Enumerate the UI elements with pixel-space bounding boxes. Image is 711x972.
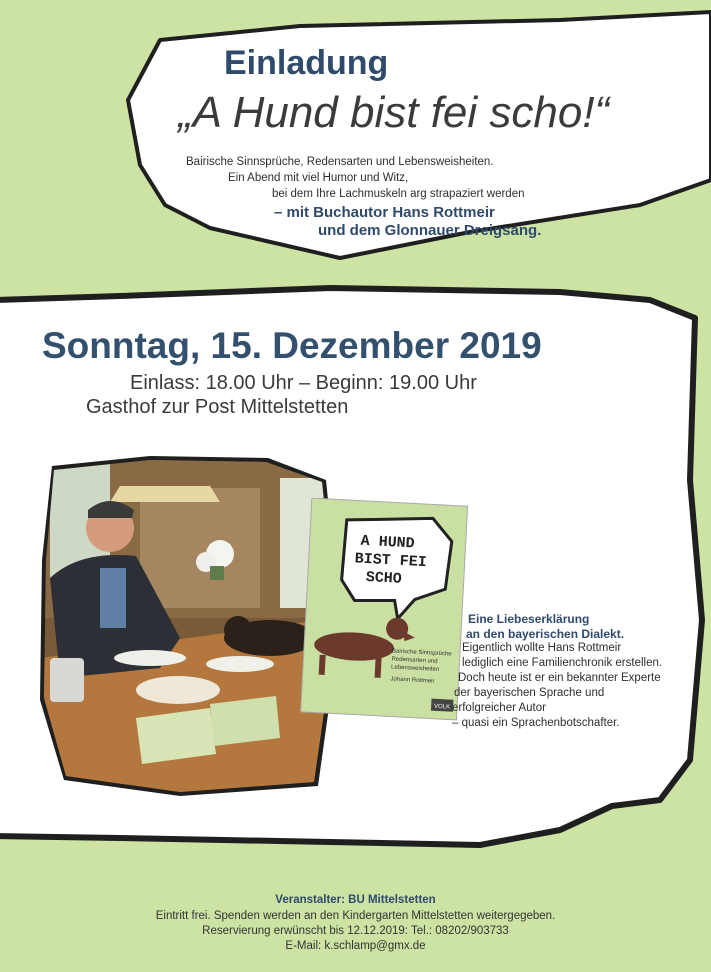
desc-line-2: lediglich eine Familienchronik erstellen. — [462, 657, 663, 669]
footer-line-3: E-Mail: k.schlamp@gmx.de — [285, 940, 426, 952]
cover-title-line-1: A HUND — [360, 532, 416, 553]
cover-subtitle-line-2: Redensarten und — [391, 656, 438, 665]
cover-publisher: VOLK — [433, 703, 451, 711]
book-cover-art — [298, 498, 470, 726]
cover-author: Johann Rottmeir — [390, 676, 435, 685]
invitation-title: Einladung — [224, 44, 389, 82]
intro-line-3: bei dem Ihre Lachmuskeln arg strapaziert werden — [272, 188, 525, 200]
cover-subtitle-line-1: Bairische Sinnsprüche — [391, 648, 452, 658]
intro-line-2: Ein Abend mit viel Humor und Witz, — [228, 172, 409, 184]
desc-line-6: – quasi ein Sprachenbotschafter. — [452, 717, 620, 729]
desc-line-5: erfolgreicher Autor — [452, 702, 546, 714]
book-cover — [298, 498, 470, 726]
cover-title-line-2: BIST FEI — [354, 550, 428, 572]
intro-line-1: Bairische Sinnsprüche, Redensarten und Lebensweisheiten. — [186, 156, 494, 168]
desc-bold-line-1: Eine Liebeserklärung — [468, 612, 590, 626]
author-line-1: – mit Buchautor Hans Rottmeir — [274, 204, 495, 221]
desc-line-4: der bayerischen Sprache und — [454, 687, 605, 699]
author-line-2: und dem Glonnauer Dreigsang. — [318, 222, 542, 239]
footer-line-2: Reservierung erwünscht bis 12.12.2019: Tel.: 08202/903733 — [202, 925, 509, 937]
event-date: Sonntag, 15. Dezember 2019 — [42, 325, 542, 366]
author-photo — [40, 458, 336, 796]
desc-line-3: Doch heute ist er ein bekannter Experte — [458, 672, 661, 684]
desc-bold-line-2: an den bayerischen Dialekt. — [466, 627, 625, 641]
footer-organizer: Veranstalter: BU Mittelstetten — [275, 894, 436, 906]
cover-subtitle-line-3: Lebensweisheiten — [390, 664, 440, 673]
event-headline: „A Hund bist fei scho!“ — [178, 88, 610, 137]
desc-line-1: Eigentlich wollte Hans Rottmeir — [462, 642, 622, 654]
cover-title-line-3: SCHO — [365, 569, 403, 588]
event-venue: Gasthof zur Post Mittelstetten — [86, 396, 349, 418]
event-times: Einlass: 18.00 Uhr – Beginn: 19.00 Uhr — [130, 372, 477, 394]
footer-line-1: Eintritt frei. Spenden werden an den Kindergarten Mittelstetten weitergegeben. — [155, 910, 556, 922]
